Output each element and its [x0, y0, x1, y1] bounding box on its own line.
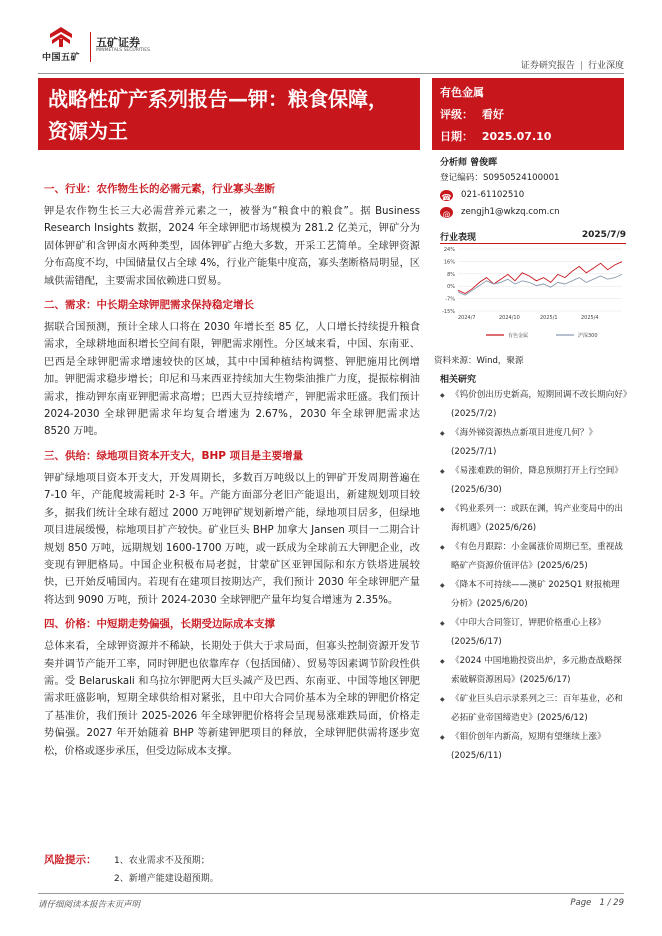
x-tick-label: 2024/10 — [499, 315, 520, 321]
title-line-2: 资源为王 — [48, 119, 128, 143]
related-item[interactable]: ◆ 《矿业巨头启示录系列之三：百年基业，必和必拓矿业帝国缔造史》(2025/6/12) — [440, 690, 628, 728]
date-value: 2025.07.10 — [481, 130, 552, 143]
x-tick-label: 2025/1 — [540, 315, 558, 321]
section-heading: 三、供给：绿地项目资本开支大，BHP 项目是主要增量 — [44, 449, 304, 462]
y-tick-label: 8% — [447, 271, 455, 278]
risk-item: 1、农业需求不及预期； — [114, 856, 210, 866]
analyst-reg: 登记编码：S0950524100001 — [440, 173, 560, 183]
legend-label: 沪深300 — [578, 333, 598, 339]
chart-source: 资料来源：Wind，聚源 — [434, 356, 524, 366]
section-heading: 二、需求：中长期全球钾肥需求保持稳定增长 — [44, 299, 254, 312]
separator: | — [579, 61, 583, 71]
footer-disclaimer: 请仔细阅读本报告末页声明 — [38, 900, 141, 910]
risk-heading: 风险提示： — [44, 854, 97, 866]
company-name-en: MINMETALS SECURITIES — [96, 48, 150, 53]
report-category: 行业深度 — [587, 61, 624, 71]
analyst-name: 分析师 曾俊晖 — [440, 158, 498, 168]
date-label: 日期： — [440, 130, 473, 143]
date-row — [440, 126, 616, 148]
section-paragraph: 钾是农作物生长三大必需营养元素之一，被誉为“粮食中的粮食”。据 Business Research Insights 数据，2024 年全球钾肥市场规模为 281.2 亿美元，钾矿分为固体钾矿和含钾卤水两种类型，固体钾矿占绝大多数，开采工艺简单。全球钾资源分布高度不均，中国储量仅占全球 4%，行业产能集中度高，寡头垄断格局明显，区域供需错配，主要需求国依赖进口贸易。 — [44, 206, 420, 287]
industry-name: 有色金属 — [440, 86, 484, 99]
page-value: 1 / 29 — [599, 898, 624, 908]
related-item[interactable]: ◆ 《海外锑资源热点新项目进度几何？》(2025/7/1) — [440, 424, 628, 462]
related-item[interactable]: ◆ 《易涨难跌的铜价，降息预期打开上行空间》(2025/6/30) — [440, 462, 628, 500]
chart-header — [440, 230, 626, 243]
page-label: Page — [570, 898, 592, 908]
section-paragraph: 钾矿绿地项目资本开支大，开发周期长，多数百万吨级以上的钾矿开发周期普遍在 7-10 年，产能爬坡需耗时 2-3 年。产能方面部分老旧产能退出，新建规划项目较多，据我们统计全球有超过 2000 万吨钾矿规划新增产能，绿地项目居多，但绿地项目进展缓慢，棕地项目扩产较快。矿业巨头 BHP 加拿大 Jansen 项目一二期合计规划 850 万吨，远期规划 1600-1700 万吨，或一跃成为全球前五大钾肥企业，改变现有钾肥格局。中国企业积极布局老挝，甘蒙矿区亚钾国际和东方铁塔进展较快，已开始反哺国内。若现有在建项目按期达产，我们预计 2030 年全球钾肥产量将达到 9090 万吨，预计 2024-2030 全球钾肥产量年均复合增速为 2.35%。 — [44, 472, 420, 606]
minmetals-logo-icon — [48, 26, 74, 48]
x-tick-label: 2025/4 — [581, 315, 599, 321]
title-line-1: 战略性矿产系列报告—钾：粮食保障， — [48, 87, 388, 111]
report-type-label: 证券研究报告 — [520, 61, 575, 71]
footer-divider — [38, 893, 624, 894]
risk-item: 2、新增产能建设超预期。 — [114, 874, 219, 884]
top-divider — [38, 73, 624, 74]
section-heading: 一、行业：农作物生长的必需元素，行业寡头垄断 — [44, 183, 275, 195]
rating-label: 评级： — [440, 108, 473, 121]
related-list — [440, 386, 628, 766]
chart-title: 行业表现 — [440, 233, 477, 243]
risk-items — [114, 852, 219, 888]
logo-divider — [90, 32, 91, 62]
series-line-1 — [458, 274, 622, 295]
analyst-phone-row — [440, 187, 626, 204]
rating-value: 看好 — [481, 108, 504, 121]
phone-icon: ☎ — [440, 190, 453, 201]
company-name: 五矿证券 — [96, 36, 140, 49]
related-item[interactable]: ◆ 《2024 中国地勘投资出炉，多元勘查战略探索破解资源困局》(2025/6/17) — [440, 652, 628, 690]
y-tick-label: 24% — [443, 247, 455, 253]
section-paragraph: 据联合国预测，预计全球人口将在 2030 年增长至 85 亿，人口增长持续提升粮食需求，全球耕地面积增长空间有限，钾肥需求刚性。分区域来看，中国、东南亚、巴西是全球钾肥需求增速较快的区域，其中中国种植结构调整、钾肥施用比例增加。钾肥需求稳步增长；印尼和马来西亚持续加大生物柴油推广力度，提振棕榈油需求，推动钾东南亚钾肥需求高增；巴西大豆持续增产，钾肥需求旺盛。我们预计 2024-2030 全球钾肥需求年均复合增速为 2.67%，2030 年全球钾肥需求达 8520 万吨。 — [44, 322, 420, 438]
logo-cn-text: 中国五矿 — [42, 53, 81, 63]
page-number — [570, 898, 624, 908]
report-type — [521, 58, 624, 71]
email-icon: @ — [440, 207, 453, 218]
chart-date: 2025/7/9 — [581, 230, 626, 240]
analyst-email-row — [440, 204, 626, 221]
chart-divider — [440, 243, 626, 244]
y-tick-label: 16% — [443, 259, 455, 266]
company-logo — [40, 26, 190, 68]
related-item[interactable]: ◆ 《钨价创出历史新高，短期回调不改长期向好》(2025/7/2) — [440, 386, 628, 424]
related-item[interactable]: ◆ 《降本不可持续——澳矿 2025Q1 财报梳理分析》(2025/6/20) — [440, 576, 628, 614]
section-paragraph: 总体来看，全球钾资源并不稀缺，长期处于供大于求局面，但寡头控制资源开发节奏并调节产能开工率，同时钾肥也依靠库存（包括国储）、贸易等因素调节阶段性供需。受 Belaruskali 和乌拉尔钾肥两大巨头减产及巴西、东南亚、中国等地区钾肥需求旺盛影响，短期全球供给相对紧张，且中印大合同价基本为全球的钾肥价格定了基准价，我们预计 2025-2026 年全球钾肥价格将会呈现易涨难跌局面，价格走势偏强。2027 年开始随着 BHP 等新建钾肥项目的释放，全球钾肥供需将逐步宽松，价格或逐步承压，但受边际成本支撑。 — [44, 641, 420, 757]
related-item[interactable]: ◆ 《中印大合同签订，钾肥价格重心上移》(2025/6/17) — [440, 614, 628, 652]
x-tick-label: 2024/7 — [458, 315, 476, 321]
rating-row — [440, 104, 616, 126]
section-heading: 四、价格：中短期走势偏强，长期受边际成本支撑 — [44, 618, 275, 631]
analyst-phone: 021-61102510 — [461, 190, 525, 200]
report-title — [38, 78, 420, 150]
rating-box — [432, 78, 624, 150]
analyst-email[interactable]: zengjh1@wkzq.com.cn — [461, 207, 560, 217]
y-tick-label: 0% — [447, 284, 455, 291]
legend-label: 有色金属 — [508, 333, 529, 339]
y-tick-label: -15% — [442, 309, 455, 315]
related-item[interactable]: ◆ 《钨业系列一：或跃在渊，钨产业变局中的出海机遇》(2025/6/26) — [440, 500, 628, 538]
main-body — [44, 178, 420, 766]
related-item[interactable]: ◆ 《有色月跟踪：小金属涨价周期已至，重视战略矿产资源价值评估》(2025/6/25) — [440, 538, 628, 576]
analyst-panel — [440, 156, 626, 221]
related-heading: 相关研究 — [440, 375, 477, 385]
industry-performance-chart — [436, 245, 628, 345]
related-item[interactable]: ◆ 《钼价创年内新高，短期有望继续上涨》(2025/6/11) — [440, 728, 628, 766]
y-tick-label: -7% — [445, 296, 455, 303]
